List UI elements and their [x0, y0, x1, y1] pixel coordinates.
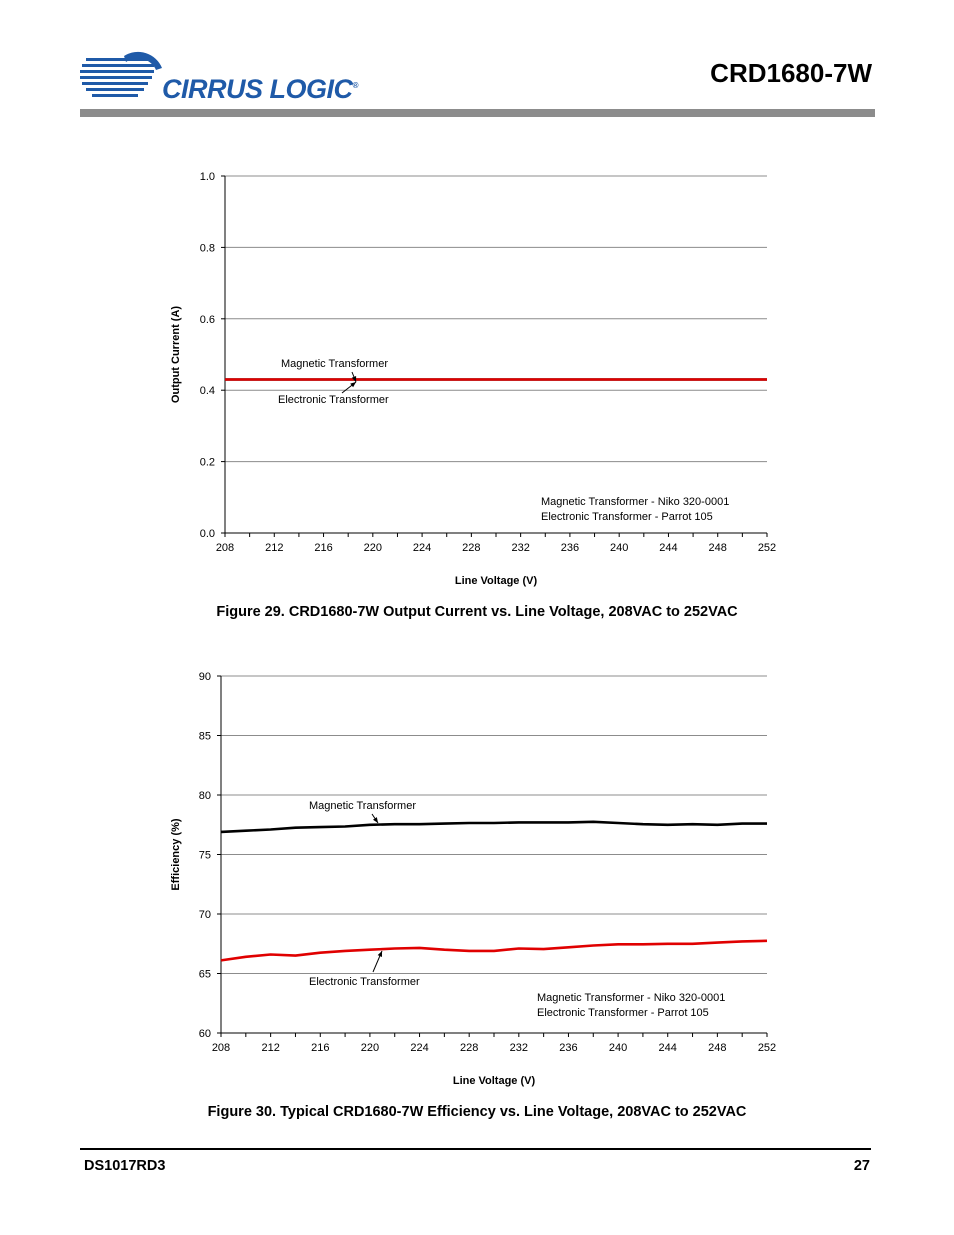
- chart-efficiency-svg: [0, 650, 954, 1110]
- y-axis-title: Efficiency (%): [170, 818, 182, 891]
- x-tick-label: 208: [215, 542, 235, 554]
- y-tick-label: 65: [198, 968, 211, 981]
- figure-29-caption: Figure 29. CRD1680-7W Output Current vs. Line Voltage, 208VAC to 252VAC: [216, 604, 738, 620]
- x-tick-label: 220: [363, 542, 382, 554]
- x-tick-label: 228: [462, 542, 481, 554]
- y-tick-label: 75: [198, 849, 211, 862]
- x-tick-label: 248: [708, 1042, 727, 1054]
- x-tick-label: 216: [314, 542, 333, 554]
- series-line-magnetic-transformer: [221, 822, 767, 832]
- figure-30-caption: Figure 30. Typical CRD1680-7W Efficiency vs. Line Voltage, 208VAC to 252VAC: [207, 1104, 747, 1120]
- chart-output-current-svg: [0, 150, 954, 610]
- annotation-label: Magnetic Transformer: [309, 800, 416, 812]
- x-tick-label: 248: [708, 542, 727, 554]
- x-tick-label: 220: [360, 1042, 380, 1054]
- document-id: DS1017RD3: [84, 1158, 166, 1174]
- legend-note-line: Magnetic Transformer - Niko 320-0001: [537, 992, 726, 1004]
- legend-note-line: Electronic Transformer - Parrot 105: [537, 1007, 709, 1019]
- x-tick-label: 232: [511, 542, 530, 554]
- document-title: CRD1680-7W: [710, 58, 872, 88]
- x-tick-label: 240: [610, 542, 629, 554]
- annotation-label: Magnetic Transformer: [281, 358, 388, 370]
- y-tick-label: 85: [198, 730, 211, 743]
- header-divider: [80, 109, 875, 117]
- x-tick-label: 244: [659, 542, 678, 554]
- logo-wordmark: CIRRUS LOGIC®: [162, 74, 358, 104]
- annotation-label: Electronic Transformer: [309, 976, 420, 988]
- chart-efficiency: [0, 650, 954, 1110]
- y-axis-title: Output Current (A): [170, 305, 182, 404]
- x-tick-label: 236: [560, 542, 580, 554]
- y-tick-label: 0.6: [199, 313, 215, 326]
- x-tick-label: 224: [412, 542, 432, 554]
- y-tick-label: 0.0: [199, 528, 215, 540]
- y-tick-label: 1.0: [199, 171, 215, 183]
- y-tick-label: 90: [198, 671, 211, 683]
- y-tick-label: 70: [198, 909, 211, 921]
- x-tick-label: 212: [261, 1042, 280, 1054]
- x-axis-title: Line Voltage (V): [454, 575, 538, 587]
- x-tick-label: 252: [757, 1042, 777, 1054]
- arrowhead-icon: [373, 817, 378, 823]
- legend-note-line: Electronic Transformer - Parrot 105: [541, 511, 713, 523]
- annotation-label: Electronic Transformer: [278, 394, 389, 406]
- x-axis-title: Line Voltage (V): [452, 1075, 536, 1087]
- x-tick-label: 236: [559, 1042, 578, 1054]
- y-tick-label: 0.2: [199, 456, 215, 469]
- x-tick-label: 216: [311, 1042, 330, 1054]
- y-tick-label: 0.4: [199, 385, 215, 398]
- y-tick-label: 60: [198, 1028, 211, 1040]
- legend-note-line: Magnetic Transformer - Niko 320-0001: [541, 496, 730, 508]
- x-tick-label: 240: [608, 1042, 628, 1054]
- x-tick-label: 232: [509, 1042, 528, 1054]
- y-tick-label: 0.8: [199, 242, 215, 255]
- chart-output-current: [0, 150, 954, 610]
- x-tick-label: 212: [265, 542, 284, 554]
- y-tick-label: 80: [198, 790, 211, 802]
- x-tick-label: 228: [460, 1042, 479, 1054]
- series-line-electronic-transformer: [221, 941, 767, 961]
- page-number: 27: [853, 1158, 870, 1174]
- x-tick-label: 224: [410, 1042, 429, 1054]
- x-tick-label: 252: [757, 542, 777, 554]
- footer-divider: [80, 1148, 871, 1150]
- x-tick-label: 208: [211, 1042, 231, 1054]
- x-tick-label: 244: [658, 1042, 677, 1054]
